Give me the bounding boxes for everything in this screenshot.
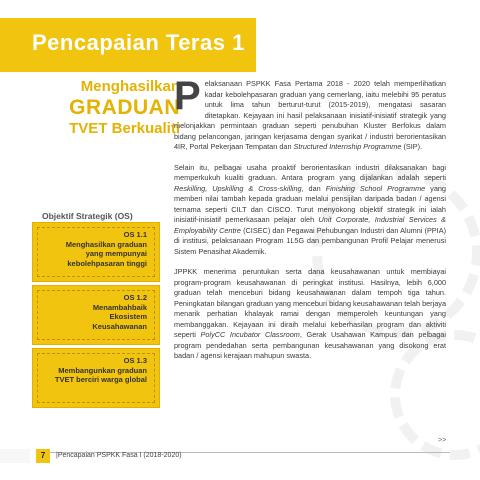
objective-text-line: Ekosistem: [109, 312, 147, 321]
section-heading: [30, 78, 180, 138]
objective-code: OS 1.2: [123, 293, 147, 302]
objective-card-os-1-1: [32, 222, 160, 282]
paragraph-3: JPPKK menerima peruntukan serta dana keusahawanan untuk membiayai program-program keusahawanan di peringkat institusi. Hasilnya, lebih 6,000 graduan telah menceburi bidang keusahawanan dalam tempoh tiga tahun. Peningkatan bilangan graduan yang menceburi bidang keusahawanan telah berjaya menarik perhatian khalayak ramai dengan memperoleh keuntungan yang membanggakan. Kejayaan ini diraih melalui keberhasilan program dan aktiviti seperti PolyCC Incubator Classroom, Gerak Usahawan Kampus dan pelbagai program pendedahan serta pembangunan keusahawanan yang disokong erat badan / agensi kerajaan mahupun swasta.: [174, 267, 446, 360]
section-heading-line1: Menghasilkan: [80, 78, 180, 95]
objective-text-line: kebolehpasaran tinggi: [67, 258, 147, 268]
body-text: [174, 74, 447, 372]
objective-card-os-1-2: [32, 285, 160, 345]
drop-cap: P: [174, 74, 201, 118]
paragraph-1: Pelaksanaan PSPKK Fasa Pertama 2018 - 2020 telah memperlihatkan kadar kebolehpasaran graduan yang cemerlang, iaitu melebihi 95 peratus untuk lima tahun berturut-turut (2015-2019), mengatasi sasaran ditetapkan. Kejayaan ini hasil pelaksanaan inisiatif-inisiatif strategik yang melonjakkan permintaan graduan seperti penubuhan Kluster Berfokus dalam bidang pelancongan, jaringan kerjasama dengan syarikat / industri berorientasikan 4IR, Portal Pekerjaan Tempatan dan Structured Internship Programme (SIP).: [174, 74, 446, 151]
footer-title: |Pencapaian PSPKK Fasa I (2018-2020): [56, 452, 182, 459]
objective-code: OS 1.3: [123, 356, 147, 365]
objective-text-line: Menambahbaik: [92, 302, 147, 312]
footer-tab: [0, 449, 30, 463]
objective-code: OS 1.1: [123, 230, 147, 239]
paragraph-2: Selain itu, pelbagai usaha proaktif berorientasikan industri dilaksanakan bagi memperkukuh kualiti graduan. Antara program yang dijalankan adalah seperti Reskilling, Upskilling & Cross-skilling, dan Finishing School Programme yang memberi nilai tambah kepada graduan melalui pensijilan daripada badan / agensi ternama seperti CILT dan CISCO. Turut menyokong objektif strategik ini ialah inisiatif-inisiatif pemerkasaan pelajar oleh Unit Corporate, Industrial Services & Employability Centre (CISEC) dan Pegawai Pehubungan Industri dan Alumni (PPIA) di institusi, pelaksanaan Program 1L5G dan pembangunan Profil Pelajar menerusi Sistem Penasihat Akademik.: [174, 162, 447, 256]
objective-text-line: yang mempunyai: [85, 249, 147, 258]
section-heading-line2: GRADUAN: [69, 96, 180, 119]
objective-text-line: Keusahawanan: [92, 321, 147, 331]
page-number: 7: [36, 449, 50, 463]
objective-text-line: Membangunkan graduan: [58, 365, 147, 375]
objectives-label: Objektif Strategik (OS): [42, 211, 133, 221]
objective-text-line: TVET berciri warga global: [54, 375, 147, 384]
objective-text-line: Menghasilkan graduan: [65, 239, 147, 249]
continue-indicator: >>: [438, 437, 447, 444]
page-title: Pencapaian Teras 1: [32, 30, 245, 55]
section-heading-line3: TVET Berkualiti: [69, 120, 180, 137]
objective-card-os-1-3: [32, 348, 160, 408]
